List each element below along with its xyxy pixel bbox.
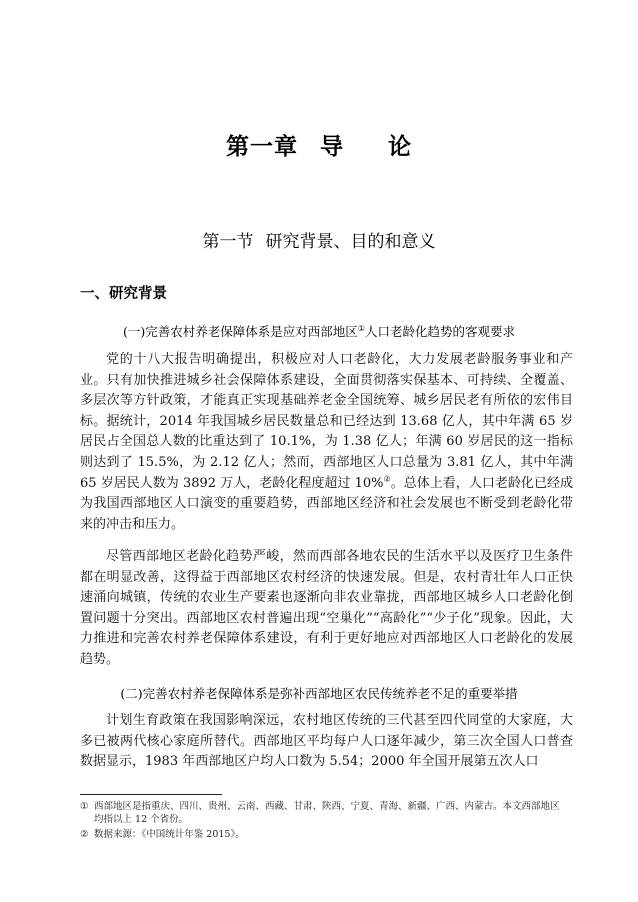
footnote-2-text: 数据来源：《中国统计年鉴 2015》。 (94, 829, 245, 840)
footnote-1-text: 西部地区是指重庆、四川、贵州、云南、西藏、甘肃、陕西、宁夏、青海、新疆、广西、内蒙古。本文西部地区均指以上 12 个省份。 (94, 801, 560, 825)
section-heading: 研究背景、目的和意义 (265, 232, 436, 252)
section-title (0, 227, 638, 252)
subsection-1-text-before: (一)完善农村养老保障体系是应对西部地区 (123, 324, 358, 339)
subsection-1-text-after: 人口老龄化趋势的客观要求 (364, 324, 515, 339)
paragraph-3: 计划生育政策在我国影响深远，农村地区传统的三代甚至四代同堂的大家庭，大多已被两代核心家庭所替代。西部地区平均每户人口逐年减少，第三次全国人口普查数据显示，1983 年西部地区户均人口数为 5.54；2000 年全国开展第五次人口 (80, 713, 573, 770)
section-number: 第一节 (202, 232, 254, 252)
paragraph-1-part-b: 。总体上看，人口老龄化已经成为我国西部地区人口演变的重要趋势，西部地区经济和社会发展也不断受到老龄化带来的冲击和压力。 (80, 475, 573, 532)
chapter-title-part1: 导 (320, 133, 344, 160)
footnote-ref-1: ① (357, 323, 365, 333)
chapter-title-part2: 论 (388, 133, 412, 160)
subsection-heading-1 (0, 322, 638, 340)
footnote-divider (80, 794, 222, 795)
chapter-title (0, 128, 638, 161)
footnote-2-mark: ② (80, 829, 89, 840)
paragraph-1 (80, 350, 573, 535)
paragraph-2: 尽管西部地区老龄化趋势严峻，然而西部各地农民的生活水平以及医疗卫生条件都在明显改善，这得益于西部地区农村经济的快速发展。但是，农村青壮年人口正快速涌向城镇，传统的农业生产要素也逐渐向非农业靠拢，西部地区城乡人口老龄化倒置问题十分突出。西部地区农村普遍出现“空巢化”“高龄化”“少子化”现象。因此，大力推进和完善农村养老保障体系建设，有利于更好地应对西部地区人口老龄化的发展趋势。 (80, 549, 573, 667)
footnote-1-mark: ① (80, 801, 89, 812)
footnote-ref-2: ② (383, 474, 391, 484)
paragraph-1-part-a: 党的十八大报告明确提出，积极应对人口老龄化，大力发展老龄服务事业和产业。只有加快推进城乡社会保障体系建设，全面贯彻落实保基本、可持续、全覆盖、多层次等方针政策，才能真正实现基础养老金全国统筹、城乡居民老有所依的宏伟目标。据统计，2014 年我国城乡居民数量总和已经达到 13.68 亿人，其中年满 65 岁居民占全国总人数的比重达到了 10.1%，为 1.38 亿人；年满 60 岁居民的这一指标则达到了 15.5%，为 2.12 亿人；然而，西部地区人口总量为 3.81 亿人，其中年满 65 岁居民人数为 3892 万人，老龄化程度超过 10% (80, 352, 573, 491)
subsection-heading-2: (二)完善农村养老保障体系是弥补西部地区农民传统养老不足的重要举措 (120, 686, 518, 701)
heading-research-background: 一、研究背景 (80, 286, 167, 302)
footnote-1 (80, 800, 570, 826)
chapter-label: 第一章 (226, 133, 298, 160)
footnote-2 (80, 828, 570, 841)
